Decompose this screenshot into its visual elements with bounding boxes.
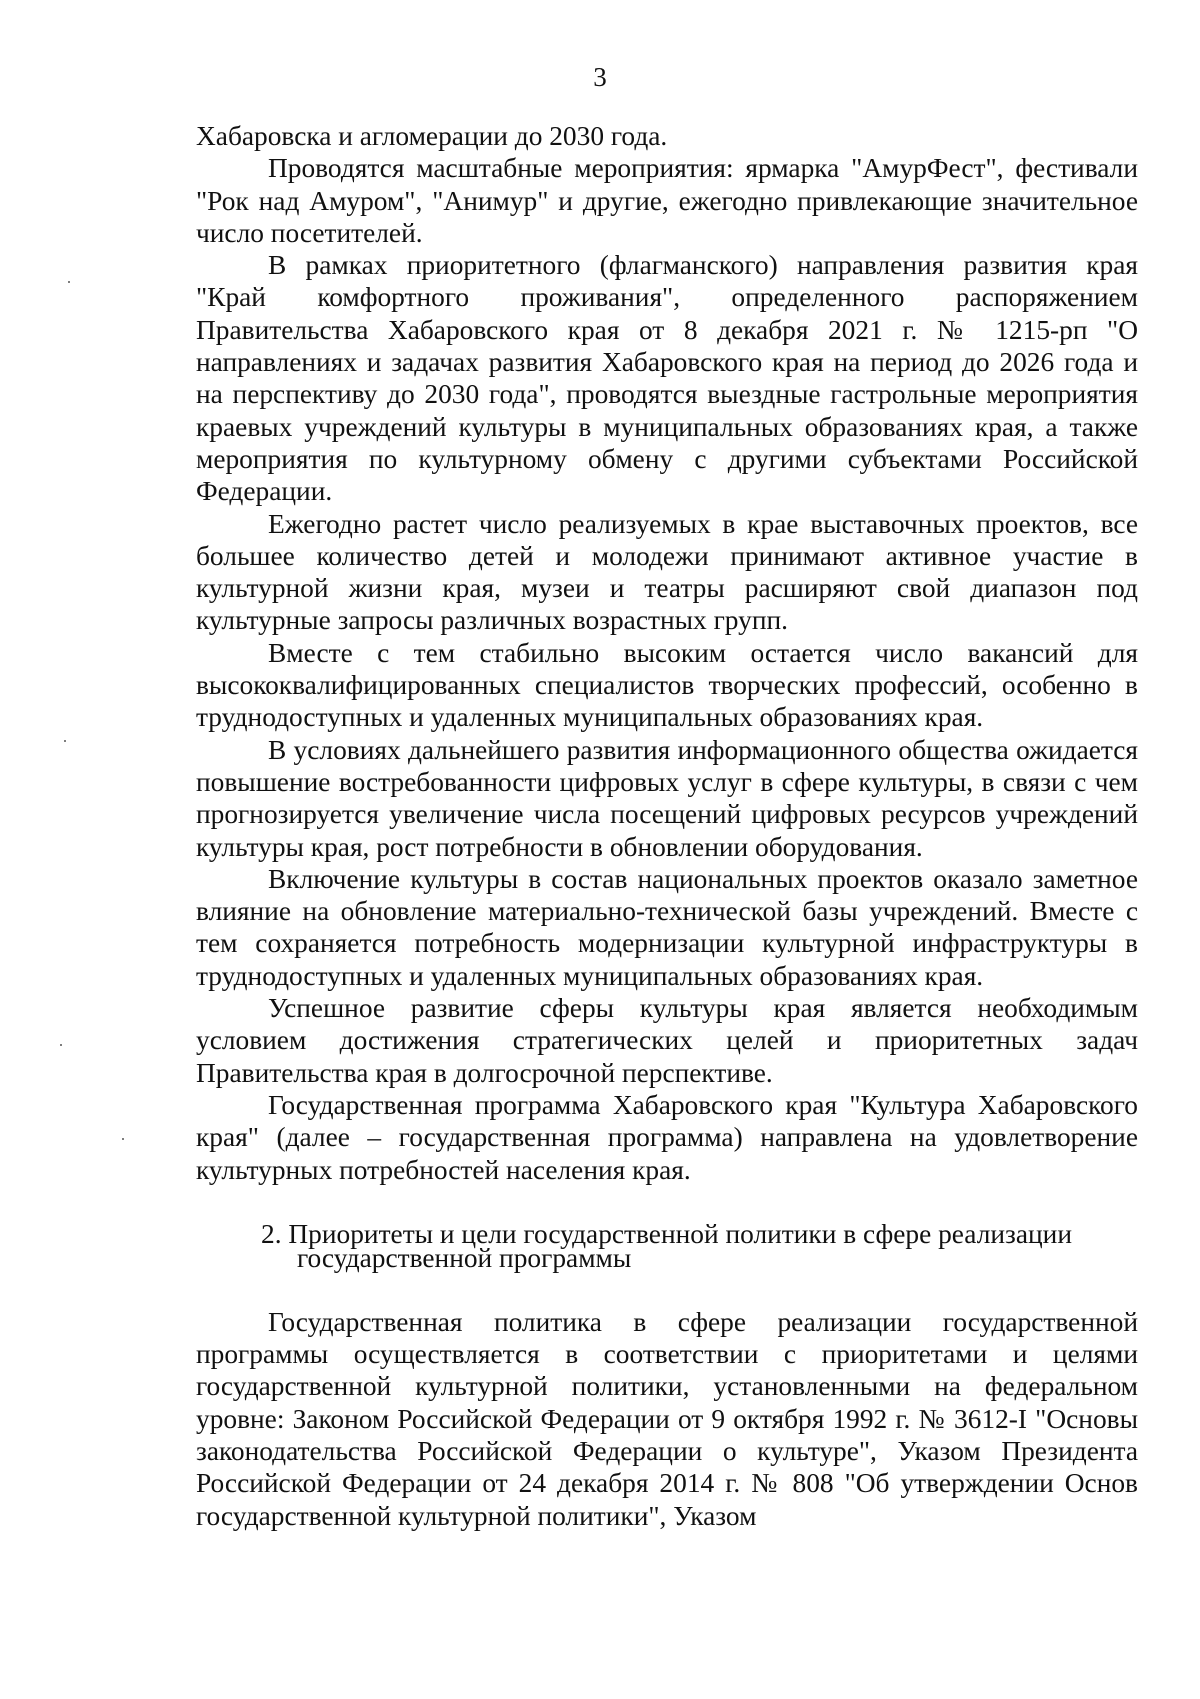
scan-speck — [60, 1044, 62, 1046]
page-number: 3 — [593, 62, 607, 92]
document-body — [196, 120, 1138, 1532]
paragraph: Успешное развитие сферы культуры края является необходимым условием достижения стратегических целей и приоритетных задач Правительства края в долгосрочной перспективе. — [196, 993, 1138, 1088]
paragraph: Хабаровска и агломерации до 2030 года. — [196, 121, 668, 151]
paragraph: В рамках приоритетного (флагманского) направления развития края "Край комфортного проживания", определенного распоряжением Правительства Хабаровского края от 8 декабря 2021 г. № 1215-рп "О направлениях и задачах развития Хабаровского края на период до 2026 года и на перспективу до 2030 года", проводятся выездные гастрольные мероприятия краевых учреждений культуры в муниципальных образованиях края, а также мероприятия по культурному обмену с другими субъектами Российской Федерации. — [196, 250, 1138, 507]
scan-speck — [122, 1138, 124, 1140]
paragraph: В условиях дальнейшего развития информационного общества ожидается повышение востребованности цифровых услуг в сфере культуры, в связи с чем прогнозируется увеличение числа посещений цифровых ресурсов учреждений культуры края, рост потребности в обновлении оборудования. — [196, 734, 1138, 862]
paragraph: Вместе с тем стабильно высоким остается число вакансий для высококвалифицированных специалистов творческих профессий, особенно в труднодоступных и удаленных муниципальных образованиях края. — [196, 637, 1138, 733]
paragraph: Государственная политика в сфере реализации государственной программы осуществляется в соответствии с приоритетами и целями государственной культурной политики, установленными на федеральном уровне: Законом Российской Федерации от 9 октября 1992 г. № 3612-I "Основы законодательства Российской Федерации о культуре", Указом Президента Российской Федерации от 24 декабря 2014 г. № 808 "Об утверждении Основ государственной культурной политики", Указом — [196, 1306, 1138, 1531]
scan-speck — [68, 281, 70, 283]
scan-speck — [64, 740, 66, 742]
paragraph: Государственная программа Хабаровского края "Культура Хабаровского края" (далее – государственная программа) направлена на удовлетворение культурных потребностей населения края. — [196, 1089, 1138, 1185]
paragraph: Включение культуры в состав национальных проектов оказало заметное влияние на обновление материально-технической базы учреждений. Вместе с тем сохраняется потребность модернизации культурной инфраструктуры в труднодоступных и удаленных муниципальных образованиях края. — [196, 863, 1138, 991]
section-heading-line2: государственной программы — [297, 1242, 632, 1273]
section-heading-line1: 2. Приоритеты и цели государственной политики в сфере реализации — [261, 1218, 1072, 1249]
paragraph: Проводятся масштабные мероприятия: ярмарка "АмурФест", фестивали "Рок над Амуром", "Анимур" и другие, ежегодно привлекающие значительное число посетителей. — [196, 153, 1138, 248]
section-heading — [196, 1218, 1138, 1273]
paragraph: Ежегодно растет число реализуемых в крае выставочных проектов, все большее количество детей и молодежи принимают активное участие в культурной жизни края, музеи и театры расширяют свой диапазон под культурные запросы различных возрастных групп. — [196, 508, 1138, 636]
